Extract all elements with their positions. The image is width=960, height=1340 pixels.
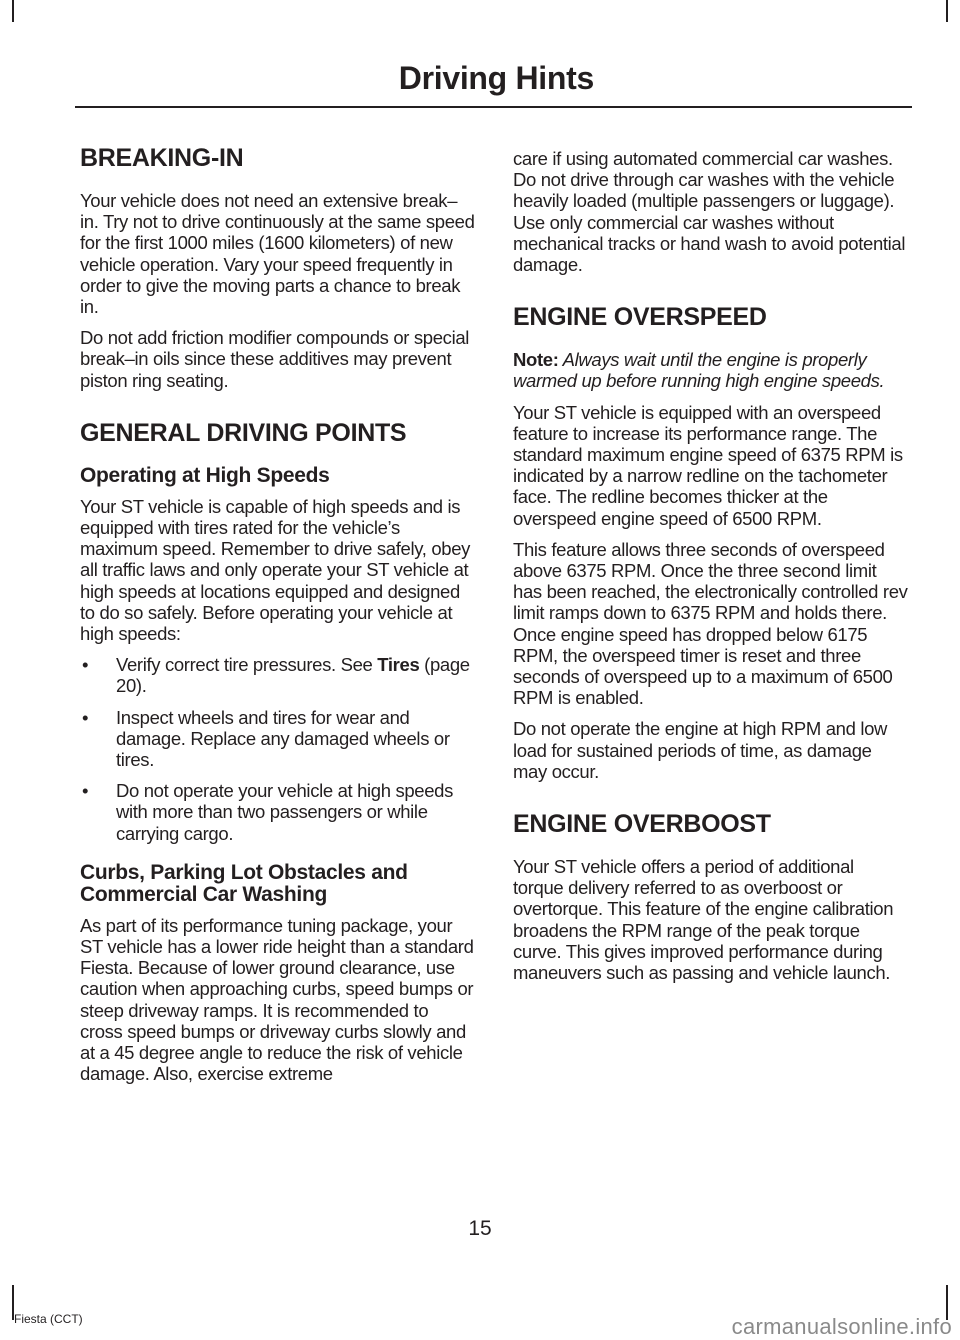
engine-overspeed-heading: ENGINE OVERSPEED [513, 303, 767, 332]
breaking-in-paragraph-1: Your vehicle does not need an extensive break–in. Try not to drive continuously at the same speed for the first 1000 miles (1600 kilometers) of new vehicle operation. Vary your speed frequently in order to give the moving parts a chance to break in. [80, 190, 475, 318]
page-number: 15 [468, 1217, 492, 1240]
list-item-text: Do not operate your vehicle at high speeds with more than two passengers or while carrying cargo. [116, 780, 454, 844]
breaking-in-heading: BREAKING-IN [80, 144, 244, 172]
list-item [80, 780, 475, 844]
curbs-subheading: Curbs, Parking Lot Obstacles and Commercial Car Washing [80, 860, 408, 906]
curbs-paragraph-continued: care if using automated commercial car washes. Do not drive through car washes with the vehicle heavily loaded (multiple passengers or luggage). Use only commercial car washes without mechanical tracks or hand wash to avoid potential damage. [513, 148, 906, 276]
engine-overspeed-note [513, 349, 908, 391]
section-title: Driving Hints [398, 60, 594, 96]
watermark: carmanualsonline.info [731, 1314, 952, 1339]
engine-overboost-paragraph: Your ST vehicle offers a period of additional torque delivery referred to as overboost or overtorque. This feature of the engine calibration broadens the RPM range of the peak torque curve. This gives improved performance during maneuvers such as passing and vehicle launch. [513, 856, 894, 984]
high-speeds-subheading: Operating at High Speeds [80, 463, 330, 487]
header-rule [75, 106, 912, 108]
general-driving-heading: GENERAL DRIVING POINTS [80, 418, 407, 447]
engine-overboost-heading: ENGINE OVERBOOST [513, 810, 771, 839]
right-column [513, 148, 908, 993]
curbs-paragraph: As part of its performance tuning package, your ST vehicle has a lower ride height than a standard Fiesta. Because of lower ground clearance, use caution when approaching curbs, speed bumps or steep driveway ramps. It is recommended to cross speed bumps or driveway curbs slowly and at a 45 degree angle to reduce the risk of vehicle damage. Also, exercise extreme [80, 914, 474, 1085]
list-item [80, 654, 475, 696]
list-item-text: Inspect wheels and tires for wear and damage. Replace any damaged wheels or tires. [116, 706, 450, 771]
list-item-text: Verify correct tire pressures. See [116, 654, 378, 676]
engine-overspeed-paragraph-1: Your ST vehicle is equipped with an overspeed feature to increase its performance range. The standard maximum engine speed of 6375 RPM is indicated by a narrow redline on the tachometer face. The redline becomes thicker at the overspeed engine speed of 6500 RPM. [513, 401, 903, 529]
crop-mark-top-right [946, 0, 948, 22]
crop-mark-top-left [12, 0, 14, 22]
high-speeds-list [80, 654, 475, 844]
page-reference: (page 20). [116, 654, 470, 697]
tires-cross-reference-link[interactable]: Tires [377, 654, 420, 676]
high-speeds-intro: Your ST vehicle is capable of high speeds and is equipped with tires rated for the vehicle’s maximum speed. Remember to drive safely, obey all traffic laws and only operate your ST vehicle at high speeds at locations equipped and designed to do so safely. Before operating your vehicle at high speeds: [80, 495, 471, 645]
note-label: Note: [513, 349, 559, 371]
bullet-icon: • [82, 654, 89, 676]
bullet-icon: • [82, 706, 89, 728]
list-item [80, 707, 475, 771]
footer-model: Fiesta (CCT) [14, 1312, 83, 1326]
left-column [80, 143, 475, 1095]
note-text: Always wait until the engine is properly warmed up before running high engine speeds. [513, 349, 885, 392]
engine-overspeed-paragraph-3: Do not operate the engine at high RPM and low load for sustained periods of time, as damage may occur. [513, 718, 888, 782]
engine-overspeed-paragraph-2: This feature allows three seconds of overspeed above 6375 RPM. Once the three second limit has been reached, the electronically controlled rev limit ramps down to 6375 RPM and holds there. Once engine speed has dropped below 6175 RPM, the overspeed timer is reset and three seconds of overspeed up to a maximum of 6500 RPM is enabled. [513, 538, 908, 709]
bullet-icon: • [82, 780, 89, 802]
breaking-in-paragraph-2: Do not add friction modifier compounds or special break–in oils since these additives may prevent piston ring seating. [80, 327, 470, 391]
